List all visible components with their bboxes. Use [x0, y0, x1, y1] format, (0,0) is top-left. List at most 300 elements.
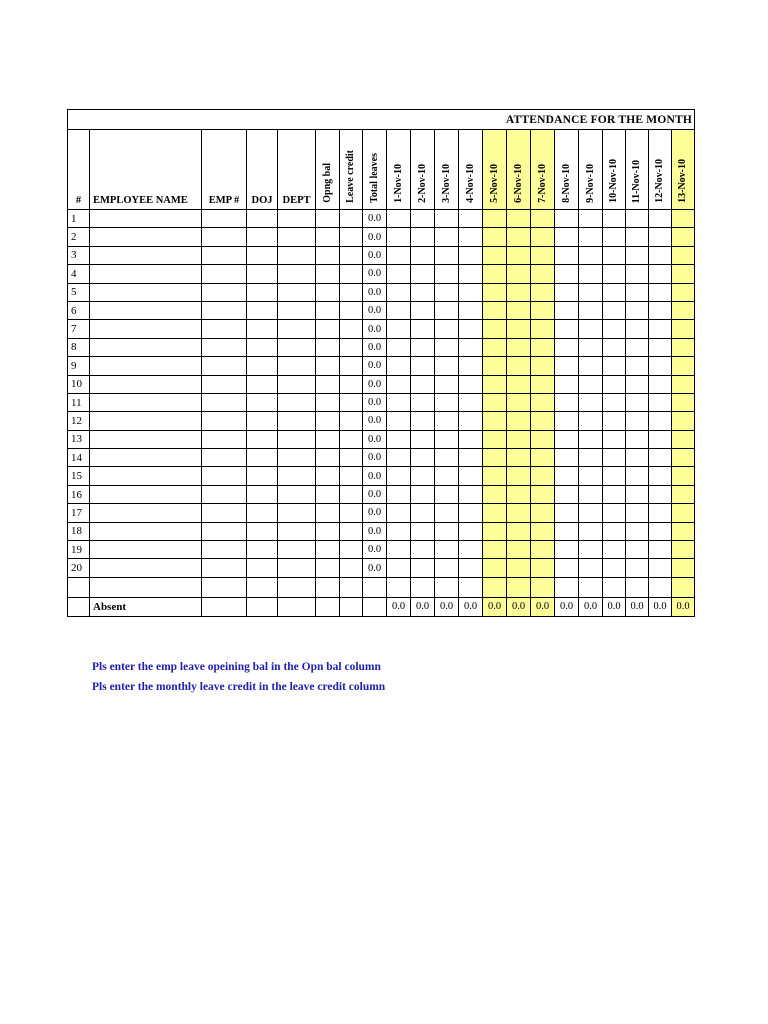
attendance-cell[interactable] [435, 375, 459, 393]
attendance-cell[interactable] [626, 393, 649, 411]
attendance-cell[interactable] [411, 320, 435, 338]
attendance-cell[interactable] [649, 338, 672, 356]
attendance-cell[interactable] [649, 320, 672, 338]
attendance-cell[interactable] [483, 504, 507, 522]
employee-name-cell[interactable] [90, 301, 202, 319]
attendance-cell[interactable] [435, 320, 459, 338]
attendance-cell[interactable] [435, 283, 459, 301]
attendance-cell[interactable] [579, 246, 603, 264]
opening-balance-cell[interactable] [316, 228, 340, 246]
attendance-cell[interactable] [387, 265, 411, 283]
attendance-cell[interactable] [672, 301, 695, 319]
employee-name-cell[interactable] [90, 485, 202, 503]
attendance-cell[interactable] [411, 210, 435, 228]
leave-credit-cell[interactable] [340, 541, 363, 559]
attendance-cell[interactable] [411, 265, 435, 283]
emp-number-cell[interactable] [202, 430, 247, 448]
attendance-cell[interactable] [672, 338, 695, 356]
attendance-cell[interactable] [579, 320, 603, 338]
attendance-cell[interactable] [507, 265, 531, 283]
attendance-cell[interactable] [626, 246, 649, 264]
attendance-cell[interactable] [531, 246, 555, 264]
opening-balance-cell[interactable] [316, 559, 340, 577]
attendance-cell[interactable] [579, 283, 603, 301]
doj-cell[interactable] [247, 228, 278, 246]
attendance-cell[interactable] [531, 467, 555, 485]
emp-number-cell[interactable] [202, 393, 247, 411]
attendance-cell[interactable] [649, 412, 672, 430]
attendance-cell[interactable] [411, 338, 435, 356]
leave-credit-cell[interactable] [340, 449, 363, 467]
attendance-cell[interactable] [626, 320, 649, 338]
attendance-cell[interactable] [672, 283, 695, 301]
attendance-cell[interactable] [649, 430, 672, 448]
attendance-cell[interactable] [626, 228, 649, 246]
dept-cell[interactable] [278, 375, 316, 393]
attendance-cell[interactable] [626, 283, 649, 301]
attendance-cell[interactable] [387, 559, 411, 577]
attendance-cell[interactable] [387, 412, 411, 430]
dept-cell[interactable] [278, 412, 316, 430]
attendance-cell[interactable] [579, 485, 603, 503]
attendance-cell[interactable] [649, 467, 672, 485]
attendance-cell[interactable] [626, 210, 649, 228]
doj-cell[interactable] [247, 467, 278, 485]
leave-credit-cell[interactable] [340, 393, 363, 411]
attendance-cell[interactable] [579, 559, 603, 577]
attendance-cell[interactable] [603, 228, 626, 246]
attendance-cell[interactable] [626, 301, 649, 319]
attendance-cell[interactable] [603, 246, 626, 264]
employee-name-cell[interactable] [90, 467, 202, 485]
attendance-cell[interactable] [387, 228, 411, 246]
emp-number-cell[interactable] [202, 228, 247, 246]
doj-cell[interactable] [247, 430, 278, 448]
emp-number-cell[interactable] [202, 283, 247, 301]
opening-balance-cell[interactable] [316, 393, 340, 411]
attendance-cell[interactable] [626, 430, 649, 448]
attendance-cell[interactable] [603, 485, 626, 503]
attendance-cell[interactable] [483, 283, 507, 301]
opening-balance-cell[interactable] [316, 320, 340, 338]
emp-number-cell[interactable] [202, 265, 247, 283]
attendance-cell[interactable] [459, 357, 483, 375]
employee-name-cell[interactable] [90, 559, 202, 577]
attendance-cell[interactable] [483, 338, 507, 356]
attendance-cell[interactable] [411, 375, 435, 393]
attendance-cell[interactable] [459, 522, 483, 540]
attendance-cell[interactable] [555, 393, 579, 411]
attendance-cell[interactable] [459, 559, 483, 577]
opening-balance-cell[interactable] [316, 541, 340, 559]
leave-credit-cell[interactable] [340, 357, 363, 375]
attendance-cell[interactable] [459, 283, 483, 301]
attendance-cell[interactable] [459, 504, 483, 522]
attendance-cell[interactable] [507, 246, 531, 264]
attendance-cell[interactable] [672, 375, 695, 393]
employee-name-cell[interactable] [90, 412, 202, 430]
attendance-cell[interactable] [435, 522, 459, 540]
attendance-cell[interactable] [459, 338, 483, 356]
opening-balance-cell[interactable] [316, 467, 340, 485]
attendance-cell[interactable] [579, 504, 603, 522]
attendance-cell[interactable] [483, 393, 507, 411]
attendance-cell[interactable] [483, 449, 507, 467]
attendance-cell[interactable] [603, 449, 626, 467]
attendance-cell[interactable] [411, 485, 435, 503]
attendance-cell[interactable] [435, 467, 459, 485]
emp-number-cell[interactable] [202, 375, 247, 393]
doj-cell[interactable] [247, 301, 278, 319]
doj-cell[interactable] [247, 265, 278, 283]
attendance-cell[interactable] [626, 375, 649, 393]
attendance-cell[interactable] [435, 228, 459, 246]
attendance-cell[interactable] [459, 449, 483, 467]
attendance-cell[interactable] [411, 430, 435, 448]
attendance-cell[interactable] [387, 375, 411, 393]
attendance-cell[interactable] [603, 338, 626, 356]
leave-credit-cell[interactable] [340, 430, 363, 448]
opening-balance-cell[interactable] [316, 485, 340, 503]
attendance-cell[interactable] [649, 559, 672, 577]
opening-balance-cell[interactable] [316, 449, 340, 467]
attendance-cell[interactable] [531, 504, 555, 522]
attendance-cell[interactable] [531, 228, 555, 246]
attendance-cell[interactable] [672, 246, 695, 264]
emp-number-cell[interactable] [202, 449, 247, 467]
leave-credit-cell[interactable] [340, 228, 363, 246]
dept-cell[interactable] [278, 504, 316, 522]
attendance-cell[interactable] [459, 412, 483, 430]
attendance-cell[interactable] [626, 338, 649, 356]
attendance-cell[interactable] [649, 246, 672, 264]
attendance-cell[interactable] [483, 541, 507, 559]
attendance-cell[interactable] [507, 485, 531, 503]
attendance-cell[interactable] [603, 393, 626, 411]
attendance-cell[interactable] [555, 228, 579, 246]
employee-name-cell[interactable] [90, 504, 202, 522]
leave-credit-cell[interactable] [340, 338, 363, 356]
dept-cell[interactable] [278, 265, 316, 283]
dept-cell[interactable] [278, 338, 316, 356]
leave-credit-cell[interactable] [340, 375, 363, 393]
attendance-cell[interactable] [531, 541, 555, 559]
emp-number-cell[interactable] [202, 412, 247, 430]
opening-balance-cell[interactable] [316, 375, 340, 393]
attendance-cell[interactable] [411, 467, 435, 485]
attendance-cell[interactable] [531, 301, 555, 319]
opening-balance-cell[interactable] [316, 430, 340, 448]
opening-balance-cell[interactable] [316, 357, 340, 375]
employee-name-cell[interactable] [90, 522, 202, 540]
attendance-cell[interactable] [579, 541, 603, 559]
attendance-cell[interactable] [411, 412, 435, 430]
attendance-cell[interactable] [555, 412, 579, 430]
dept-cell[interactable] [278, 430, 316, 448]
attendance-cell[interactable] [435, 559, 459, 577]
dept-cell[interactable] [278, 485, 316, 503]
attendance-cell[interactable] [483, 210, 507, 228]
doj-cell[interactable] [247, 412, 278, 430]
employee-name-cell[interactable] [90, 541, 202, 559]
emp-number-cell[interactable] [202, 485, 247, 503]
leave-credit-cell[interactable] [340, 265, 363, 283]
attendance-cell[interactable] [435, 449, 459, 467]
attendance-cell[interactable] [507, 559, 531, 577]
attendance-cell[interactable] [649, 283, 672, 301]
attendance-cell[interactable] [483, 246, 507, 264]
attendance-cell[interactable] [626, 485, 649, 503]
attendance-cell[interactable] [411, 449, 435, 467]
attendance-cell[interactable] [603, 430, 626, 448]
attendance-cell[interactable] [626, 357, 649, 375]
attendance-cell[interactable] [459, 485, 483, 503]
attendance-cell[interactable] [531, 485, 555, 503]
dept-cell[interactable] [278, 393, 316, 411]
attendance-cell[interactable] [579, 375, 603, 393]
dept-cell[interactable] [278, 357, 316, 375]
attendance-cell[interactable] [603, 522, 626, 540]
attendance-cell[interactable] [387, 357, 411, 375]
attendance-cell[interactable] [672, 320, 695, 338]
employee-name-cell[interactable] [90, 357, 202, 375]
employee-name-cell[interactable] [90, 283, 202, 301]
attendance-cell[interactable] [459, 393, 483, 411]
attendance-cell[interactable] [531, 283, 555, 301]
emp-number-cell[interactable] [202, 320, 247, 338]
leave-credit-cell[interactable] [340, 504, 363, 522]
attendance-cell[interactable] [649, 228, 672, 246]
attendance-cell[interactable] [555, 449, 579, 467]
attendance-cell[interactable] [507, 375, 531, 393]
attendance-cell[interactable] [555, 246, 579, 264]
attendance-cell[interactable] [459, 320, 483, 338]
employee-name-cell[interactable] [90, 210, 202, 228]
attendance-cell[interactable] [483, 301, 507, 319]
emp-number-cell[interactable] [202, 559, 247, 577]
opening-balance-cell[interactable] [316, 246, 340, 264]
emp-number-cell[interactable] [202, 504, 247, 522]
dept-cell[interactable] [278, 246, 316, 264]
attendance-cell[interactable] [603, 210, 626, 228]
leave-credit-cell[interactable] [340, 246, 363, 264]
attendance-cell[interactable] [507, 467, 531, 485]
dept-cell[interactable] [278, 559, 316, 577]
attendance-cell[interactable] [555, 210, 579, 228]
employee-name-cell[interactable] [90, 265, 202, 283]
emp-number-cell[interactable] [202, 522, 247, 540]
emp-number-cell[interactable] [202, 301, 247, 319]
attendance-cell[interactable] [459, 541, 483, 559]
leave-credit-cell[interactable] [340, 320, 363, 338]
attendance-cell[interactable] [459, 228, 483, 246]
attendance-cell[interactable] [555, 283, 579, 301]
attendance-cell[interactable] [603, 375, 626, 393]
attendance-cell[interactable] [435, 485, 459, 503]
attendance-cell[interactable] [387, 210, 411, 228]
attendance-cell[interactable] [483, 467, 507, 485]
dept-cell[interactable] [278, 320, 316, 338]
attendance-cell[interactable] [435, 246, 459, 264]
attendance-cell[interactable] [579, 430, 603, 448]
attendance-cell[interactable] [649, 301, 672, 319]
attendance-cell[interactable] [555, 320, 579, 338]
employee-name-cell[interactable] [90, 375, 202, 393]
attendance-cell[interactable] [531, 210, 555, 228]
attendance-cell[interactable] [459, 430, 483, 448]
attendance-cell[interactable] [483, 375, 507, 393]
leave-credit-cell[interactable] [340, 522, 363, 540]
attendance-cell[interactable] [507, 228, 531, 246]
employee-name-cell[interactable] [90, 320, 202, 338]
attendance-cell[interactable] [531, 449, 555, 467]
attendance-cell[interactable] [579, 522, 603, 540]
attendance-cell[interactable] [649, 375, 672, 393]
doj-cell[interactable] [247, 522, 278, 540]
attendance-cell[interactable] [531, 375, 555, 393]
employee-name-cell[interactable] [90, 228, 202, 246]
attendance-cell[interactable] [626, 504, 649, 522]
attendance-cell[interactable] [483, 522, 507, 540]
attendance-cell[interactable] [672, 265, 695, 283]
emp-number-cell[interactable] [202, 541, 247, 559]
leave-credit-cell[interactable] [340, 412, 363, 430]
attendance-cell[interactable] [411, 522, 435, 540]
attendance-cell[interactable] [531, 430, 555, 448]
attendance-cell[interactable] [531, 412, 555, 430]
attendance-cell[interactable] [649, 449, 672, 467]
doj-cell[interactable] [247, 485, 278, 503]
attendance-cell[interactable] [555, 301, 579, 319]
attendance-cell[interactable] [649, 393, 672, 411]
attendance-cell[interactable] [459, 265, 483, 283]
attendance-cell[interactable] [507, 357, 531, 375]
doj-cell[interactable] [247, 210, 278, 228]
attendance-cell[interactable] [435, 504, 459, 522]
doj-cell[interactable] [247, 338, 278, 356]
attendance-cell[interactable] [555, 559, 579, 577]
leave-credit-cell[interactable] [340, 283, 363, 301]
attendance-cell[interactable] [507, 283, 531, 301]
attendance-cell[interactable] [507, 320, 531, 338]
attendance-cell[interactable] [459, 467, 483, 485]
attendance-cell[interactable] [626, 412, 649, 430]
attendance-cell[interactable] [459, 210, 483, 228]
attendance-cell[interactable] [579, 449, 603, 467]
attendance-cell[interactable] [579, 228, 603, 246]
attendance-cell[interactable] [507, 412, 531, 430]
attendance-cell[interactable] [483, 320, 507, 338]
attendance-cell[interactable] [579, 412, 603, 430]
attendance-cell[interactable] [411, 246, 435, 264]
attendance-cell[interactable] [626, 467, 649, 485]
leave-credit-cell[interactable] [340, 210, 363, 228]
dept-cell[interactable] [278, 467, 316, 485]
doj-cell[interactable] [247, 559, 278, 577]
opening-balance-cell[interactable] [316, 301, 340, 319]
attendance-cell[interactable] [387, 541, 411, 559]
attendance-cell[interactable] [387, 467, 411, 485]
attendance-cell[interactable] [579, 393, 603, 411]
attendance-cell[interactable] [672, 467, 695, 485]
attendance-cell[interactable] [649, 357, 672, 375]
attendance-cell[interactable] [507, 210, 531, 228]
doj-cell[interactable] [247, 283, 278, 301]
attendance-cell[interactable] [603, 412, 626, 430]
attendance-cell[interactable] [411, 228, 435, 246]
attendance-cell[interactable] [387, 320, 411, 338]
attendance-cell[interactable] [507, 338, 531, 356]
attendance-cell[interactable] [626, 541, 649, 559]
doj-cell[interactable] [247, 246, 278, 264]
attendance-cell[interactable] [649, 522, 672, 540]
attendance-cell[interactable] [672, 210, 695, 228]
attendance-cell[interactable] [649, 485, 672, 503]
attendance-cell[interactable] [531, 522, 555, 540]
attendance-cell[interactable] [555, 265, 579, 283]
attendance-cell[interactable] [531, 320, 555, 338]
attendance-cell[interactable] [649, 265, 672, 283]
dept-cell[interactable] [278, 522, 316, 540]
attendance-cell[interactable] [672, 485, 695, 503]
attendance-cell[interactable] [672, 430, 695, 448]
opening-balance-cell[interactable] [316, 522, 340, 540]
dept-cell[interactable] [278, 541, 316, 559]
employee-name-cell[interactable] [90, 430, 202, 448]
attendance-cell[interactable] [672, 522, 695, 540]
attendance-cell[interactable] [387, 449, 411, 467]
attendance-cell[interactable] [672, 412, 695, 430]
attendance-cell[interactable] [435, 357, 459, 375]
attendance-cell[interactable] [626, 265, 649, 283]
attendance-cell[interactable] [672, 449, 695, 467]
attendance-cell[interactable] [387, 301, 411, 319]
dept-cell[interactable] [278, 210, 316, 228]
attendance-cell[interactable] [507, 430, 531, 448]
attendance-cell[interactable] [507, 541, 531, 559]
emp-number-cell[interactable] [202, 338, 247, 356]
attendance-cell[interactable] [531, 265, 555, 283]
attendance-cell[interactable] [531, 559, 555, 577]
attendance-cell[interactable] [603, 283, 626, 301]
attendance-cell[interactable] [579, 467, 603, 485]
attendance-cell[interactable] [483, 357, 507, 375]
attendance-cell[interactable] [626, 522, 649, 540]
dept-cell[interactable] [278, 449, 316, 467]
doj-cell[interactable] [247, 320, 278, 338]
opening-balance-cell[interactable] [316, 504, 340, 522]
attendance-cell[interactable] [483, 559, 507, 577]
attendance-cell[interactable] [483, 485, 507, 503]
attendance-cell[interactable] [435, 393, 459, 411]
attendance-cell[interactable] [555, 504, 579, 522]
attendance-cell[interactable] [507, 393, 531, 411]
employee-name-cell[interactable] [90, 338, 202, 356]
attendance-cell[interactable] [411, 559, 435, 577]
emp-number-cell[interactable] [202, 246, 247, 264]
attendance-cell[interactable] [459, 301, 483, 319]
attendance-cell[interactable] [672, 559, 695, 577]
doj-cell[interactable] [247, 357, 278, 375]
doj-cell[interactable] [247, 504, 278, 522]
attendance-cell[interactable] [555, 522, 579, 540]
opening-balance-cell[interactable] [316, 412, 340, 430]
attendance-cell[interactable] [672, 504, 695, 522]
attendance-cell[interactable] [507, 504, 531, 522]
attendance-cell[interactable] [579, 301, 603, 319]
attendance-cell[interactable] [387, 504, 411, 522]
attendance-cell[interactable] [483, 228, 507, 246]
